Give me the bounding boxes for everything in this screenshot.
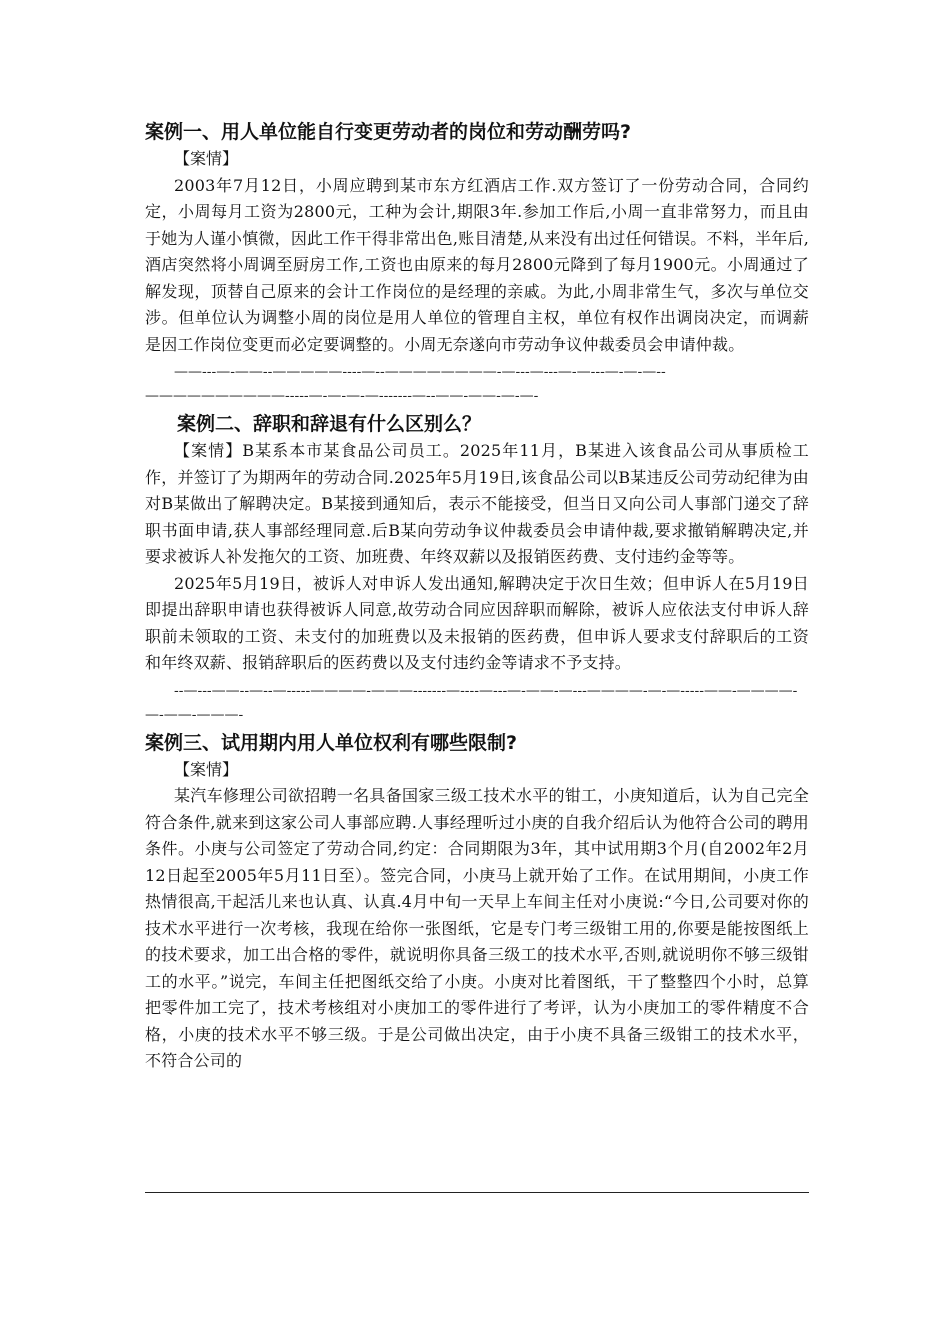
case2-body1: 【案情】B某系本市某食品公司员工。2025年11月，B某进入该食品公司从事质检工作，并签订了为期两年的劳动合同.2025年5月19日,该食品公司以B某违反公司劳动纪律为由对B某做出了解聘决定。B某接到通知后，表示不能接受，但当日又向公司人事部门递交了辞职书面申请,获人事部经理同意.后B某向劳动争议仲裁委员会申请仲裁,要求撤销解聘决定,并要求被诉人补发拖欠的工资、加班费、年终双薪以及报销医药费、支付违约金等等。 <box>145 441 809 566</box>
case1-body: 2003年7月12日，小周应聘到某市东方红酒店工作.双方签订了一份劳动合同，合同约定，小周每月工资为2800元，工种为会计,期限3年.参加工作后,小周一直非常努力，而且由于她为人谨小慎微，因此工作干得非常出色,账目清楚,从来没有出过任何错误。不料，半年后,酒店突然将小周调至厨房工作,工资也由原来的每月2800元降到了每月1900元。小周通过了解发现，顶替自己原来的会计工作岗位的是经理的亲戚。为此,小周非常生气，多次与单位交涉。但单位认为调整小周的岗位是用人单位的管理自主权，单位有权作出调岗决定，而调薪是因工作岗位变更而必定要调整的。小周无奈遂向市劳动争议仲裁委员会申请仲裁。 <box>145 175 809 354</box>
document-page <box>145 118 809 1075</box>
case3-title: 案例三、试用期内用人单位权利有哪些限制? <box>145 731 518 754</box>
case1-title: 案例一、用人单位能自行变更劳动者的岗位和劳动酬劳吗? <box>145 121 632 143</box>
case2-body2: 2025年5月19日，被诉人对申诉人发出通知,解聘决定于次日生效；但申诉人在5月19日即提出辞职申请也获得被诉人同意,故劳动合同应因辞职而解除，被诉人应依法支付申诉人辞职前未领取的工资、未支付的加班费以及未报销的医药费，但申诉人要求支付辞职后的工资和年终双薪、报销辞职后的医药费以及支付违约金等请求不予支持。 <box>145 573 809 672</box>
case1-label: 【案情】 <box>174 149 239 168</box>
case2-title: 案例二、辞职和辞退有什么区别么？ <box>177 413 482 435</box>
case2-separator: --—---——--—--—-----————-———-------—----—---—-——-—---————-—-—-----——-————-—-——-———- <box>145 682 798 723</box>
footer-rule <box>145 1192 809 1193</box>
case3-label: 【案情】 <box>174 759 239 779</box>
case1-separator: ——---—-——--—————----—--————————-—---—---—-—---—-—-—--——————————-----—-—-—-—-------—--——-——-—-—- <box>145 364 666 404</box>
case3-body: 某汽车修理公司欲招聘一名具备国家三级工技术水平的钳工，小庚知道后，认为自己完全符合条件,就来到这家公司人事部应聘.人事经理听过小庚的自我介绍后认为他符合公司的聘用条件。小庚与公司签定了劳动合同,约定：合同期限为3年，其中试用期3个月(自2002年2月12日起至2005年5月11日至）。签完合同，小庚马上就开始了工作。在试用期间，小庚工作热情很高,干起活儿来也认真、认真.4月中旬一天早上车间主任对小庚说:“今日,公司要对你的技术水平进行一次考核，我现在给你一张图纸，它是专门考三级钳工用的,你要是能按图纸上的技术要求，加工出合格的零件，就说明你具备三级工的技术水平,否则,就说明你不够三级钳工的水平。”说完，车间主任把图纸交给了小庚。小庚对比着图纸，干了整整四个小时，总算把零件加工完了，技术考核组对小庚加工的零件进行了考评，认为小庚加工的零件精度不合格，小庚的技术水平不够三级。于是公司做出决定，由于小庚不具备三级钳工的技术水平，不符合公司的 <box>145 786 809 1070</box>
